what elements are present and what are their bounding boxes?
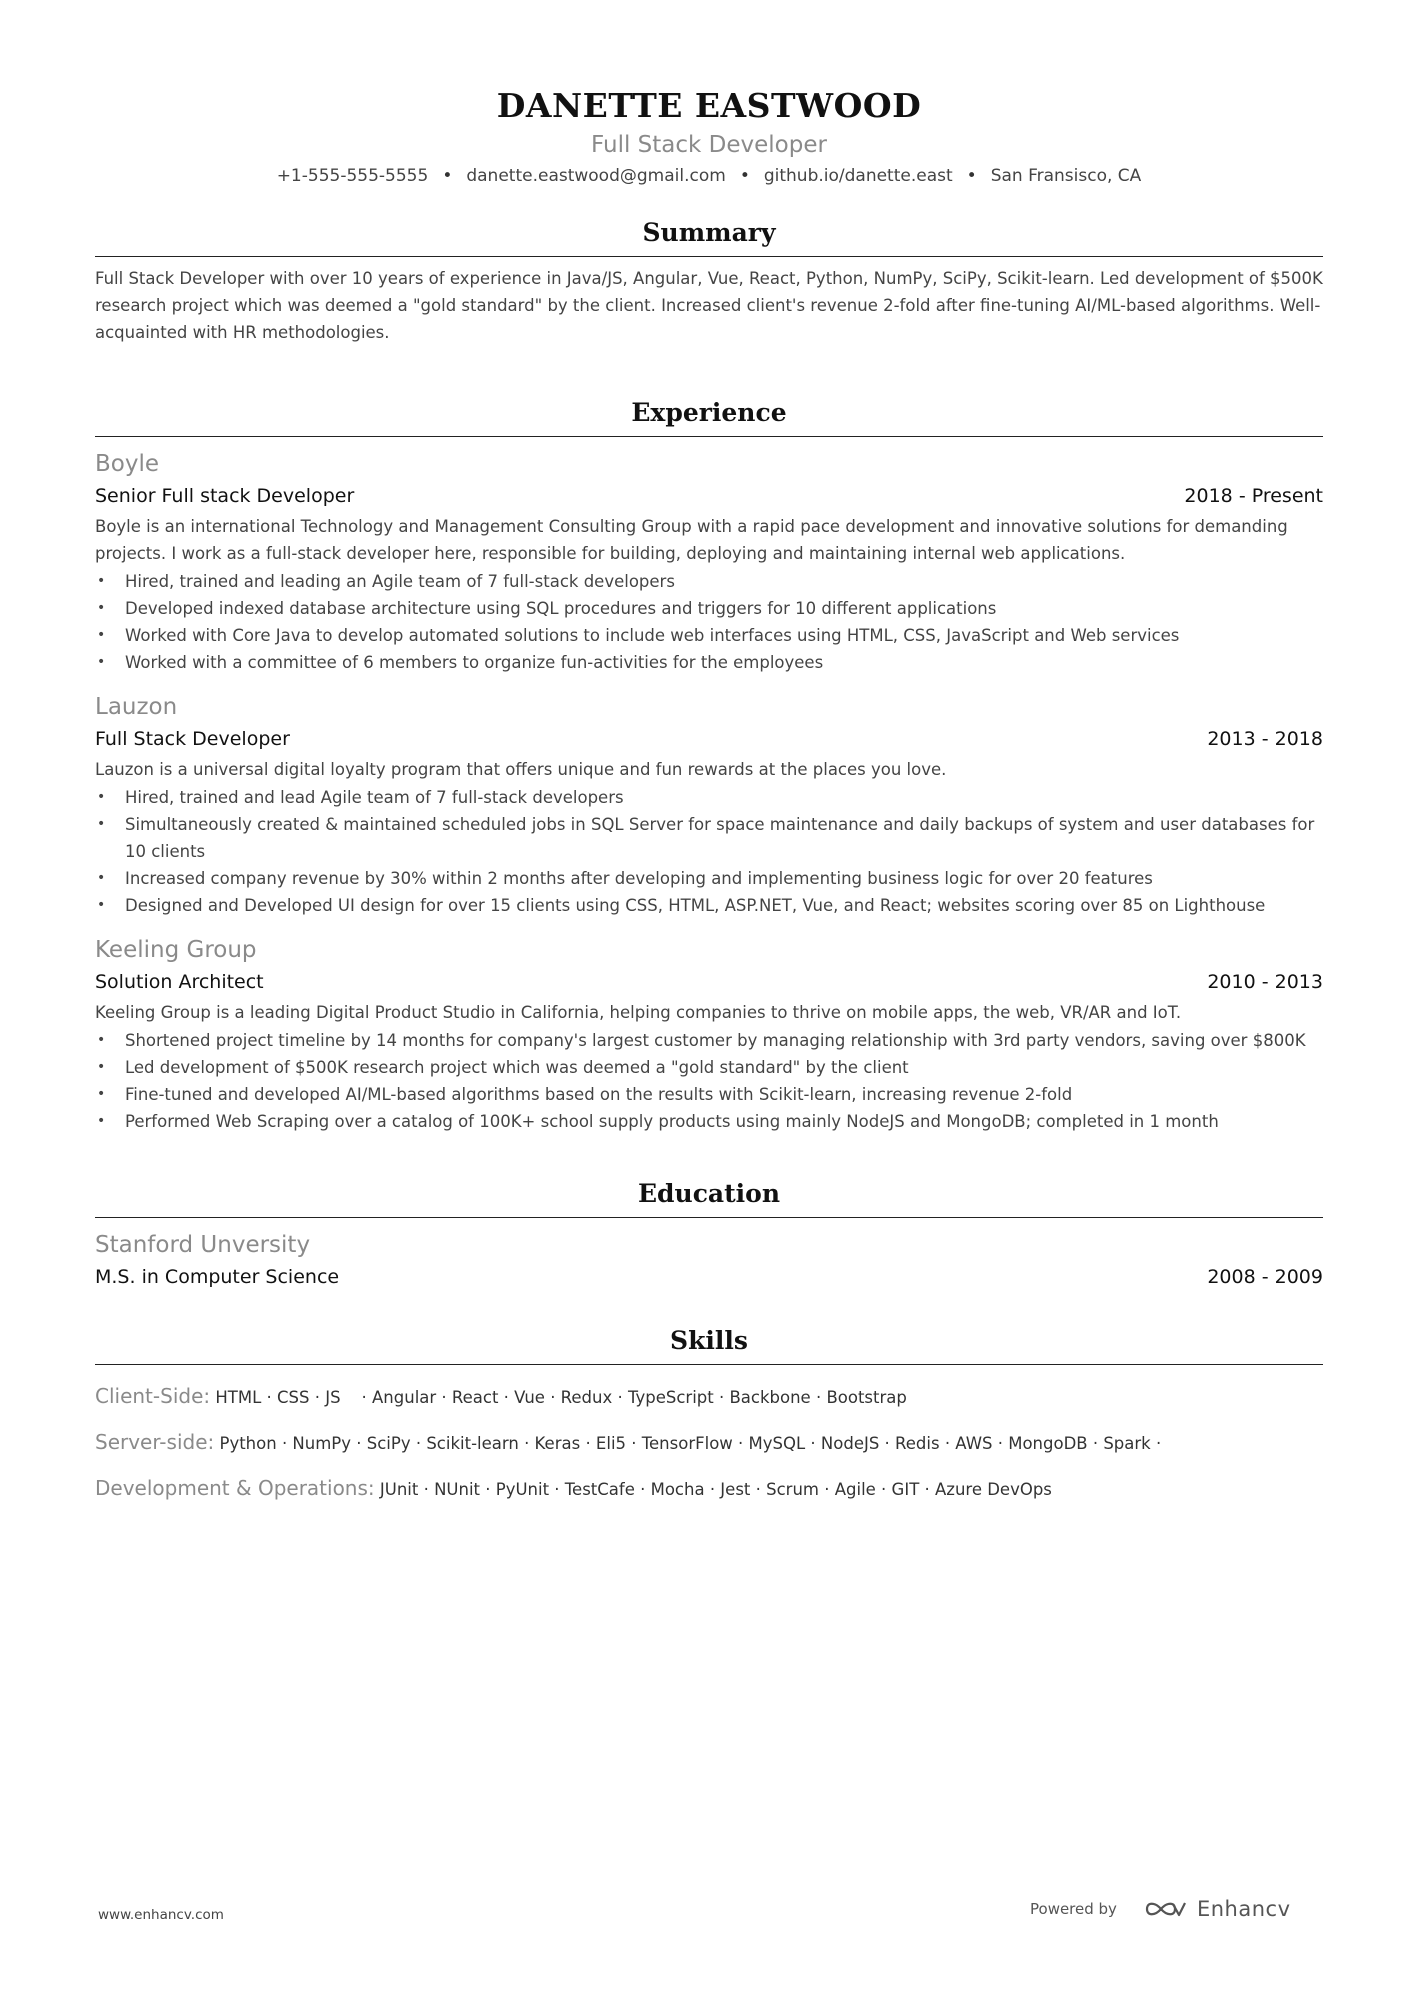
achievement-item: • Fine-tuned and developed AI/ML-based algorithms based on the results with Scikit-learn, increasing revenue 2-fold — [95, 1081, 1323, 1108]
job-role: Full Stack Developer — [95, 728, 290, 750]
achievement-item: • Worked with Core Java to develop automated solutions to include web interfaces using HTML, CSS, JavaScript and Web services — [95, 622, 1323, 649]
achievement-list — [95, 784, 1323, 919]
achievement-item: • Increased company revenue by 30% within 2 months after developing and implementing business logic for over 20 features — [95, 865, 1323, 892]
candidate-name: DANETTE EASTWOOD — [496, 86, 922, 125]
skill-list: Python · NumPy · SciPy · Scikit-learn · Keras · Eli5 · TensorFlow · MySQL · NodeJS · Redis · AWS · MongoDB · Spark · — [219, 1434, 1162, 1453]
contact-line — [95, 162, 1323, 190]
company-name: Keeling Group — [95, 937, 257, 963]
job-dates: 2018 - Present — [1184, 485, 1323, 507]
location: San Fransisco, CA — [990, 166, 1142, 186]
skill-category: Server-side: — [95, 1430, 215, 1454]
summary-heading: Summary — [95, 212, 1323, 257]
separator-dot: • — [442, 166, 453, 186]
skill-group-server-side — [95, 1429, 1323, 1457]
skill-list: HTML · CSS · JS · Angular · React · Vue · Redux · TypeScript · Backbone · Bootstrap — [215, 1388, 907, 1407]
job-entry-keeling-group — [95, 933, 1323, 1135]
experience-section — [95, 392, 1323, 1135]
job-dates: 2010 - 2013 — [1207, 971, 1323, 993]
company-description: Keeling Group is a leading Digital Product Studio in California, helping companies to thrive on mobile apps, the web, VR/AR and IoT. — [95, 1003, 1182, 1022]
skills-section — [95, 1320, 1323, 1503]
role-row — [95, 967, 1323, 997]
phone-number[interactable]: +1-555-555-5555 — [276, 166, 429, 186]
achievement-item: • Simultaneously created & maintained scheduled jobs in SQL Server for space maintenance and daily backups of system and user databases for 10 clients — [95, 811, 1323, 865]
achievement-item: • Hired, trained and lead Agile team of 7 full-stack developers — [95, 784, 1323, 811]
github-link[interactable]: github.io/danette.east — [763, 166, 953, 186]
company-name: Lauzon — [95, 694, 178, 720]
skill-group-client-side — [95, 1383, 1323, 1411]
email-address[interactable]: danette.eastwood@gmail.com — [466, 166, 726, 186]
resume-header — [95, 80, 1323, 190]
degree-row — [95, 1262, 1323, 1292]
role-row — [95, 481, 1323, 511]
role-row — [95, 724, 1323, 754]
enhancv-logo[interactable] — [1143, 1897, 1291, 1921]
powered-by-label: Powered by — [1030, 1900, 1117, 1918]
education-heading: Education — [95, 1173, 1323, 1218]
achievement-list — [95, 568, 1323, 676]
separator-dot: • — [966, 166, 977, 186]
job-entry-boyle — [95, 447, 1323, 676]
education-dates: 2008 - 2009 — [1207, 1266, 1323, 1288]
achievement-item: • Developed indexed database architecture using SQL procedures and triggers for 10 different applications — [95, 595, 1323, 622]
job-entry-lauzon — [95, 690, 1323, 919]
company-description: Lauzon is a universal digital loyalty program that offers unique and fun rewards at the places you love. — [95, 760, 947, 779]
company-description: Boyle is an international Technology and Management Consulting Group with a rapid pace development and innovative solutions for demanding projects. I work as a full-stack developer here, responsible for building, deploying and maintaining internal web applications. — [95, 517, 1288, 563]
skill-list: JUnit · NUnit · PyUnit · TestCafe · Mocha · Jest · Scrum · Agile · GIT · Azure DevOps — [379, 1480, 1052, 1499]
achievement-list — [95, 1027, 1323, 1135]
resume-content — [95, 212, 1323, 1503]
candidate-title: Full Stack Developer — [591, 132, 827, 158]
education-section — [95, 1173, 1323, 1292]
skills-heading: Skills — [95, 1320, 1323, 1365]
achievement-item: • Hired, trained and leading an Agile team of 7 full-stack developers — [95, 568, 1323, 595]
separator-dot: • — [739, 166, 750, 186]
achievement-item: • Designed and Developed UI design for over 15 clients using CSS, HTML, ASP.NET, Vue, and React; websites scoring over 85 on Lighthouse — [95, 892, 1323, 919]
company-name: Boyle — [95, 451, 160, 477]
job-role: Solution Architect — [95, 971, 264, 993]
summary-section — [95, 212, 1323, 346]
achievement-item: • Led development of $500K research project which was deemed a "gold standard" by the client — [95, 1054, 1323, 1081]
summary-text: Full Stack Developer with over 10 years of experience in Java/JS, Angular, Vue, React, Python, NumPy, SciPy, Scikit-learn. Led development of $500K research project which was deemed a "gold standard" by the client. Increased client's revenue 2-fold after fine-tuning AI/ML-based algorithms. Well-acquainted with HR methodologies. — [95, 269, 1323, 342]
achievement-item: • Shortened project timeline by 14 months for company's largest customer by managing relationship with 3rd party vendors, saving over $800K — [95, 1027, 1323, 1054]
achievement-item: • Worked with a committee of 6 members to organize fun-activities for the employees — [95, 649, 1323, 676]
enhancv-brand-name: Enhancv — [1196, 1897, 1291, 1921]
job-role: Senior Full stack Developer — [95, 485, 355, 507]
enhancv-logo-icon — [1143, 1897, 1189, 1921]
skill-category: Client-Side: — [95, 1384, 211, 1408]
school-name: Stanford Unversity — [95, 1232, 311, 1258]
footer-website-link[interactable]: www.enhancv.com — [98, 1907, 224, 1923]
achievement-item: • Performed Web Scraping over a catalog of 100K+ school supply products using mainly NodeJS and MongoDB; completed in 1 month — [95, 1108, 1323, 1135]
skill-category: Development & Operations: — [95, 1476, 375, 1500]
experience-heading: Experience — [95, 392, 1323, 437]
footer-branding — [1030, 1897, 1291, 1921]
skill-group-devops — [95, 1475, 1323, 1503]
job-dates: 2013 - 2018 — [1207, 728, 1323, 750]
degree: M.S. in Computer Science — [95, 1266, 340, 1288]
